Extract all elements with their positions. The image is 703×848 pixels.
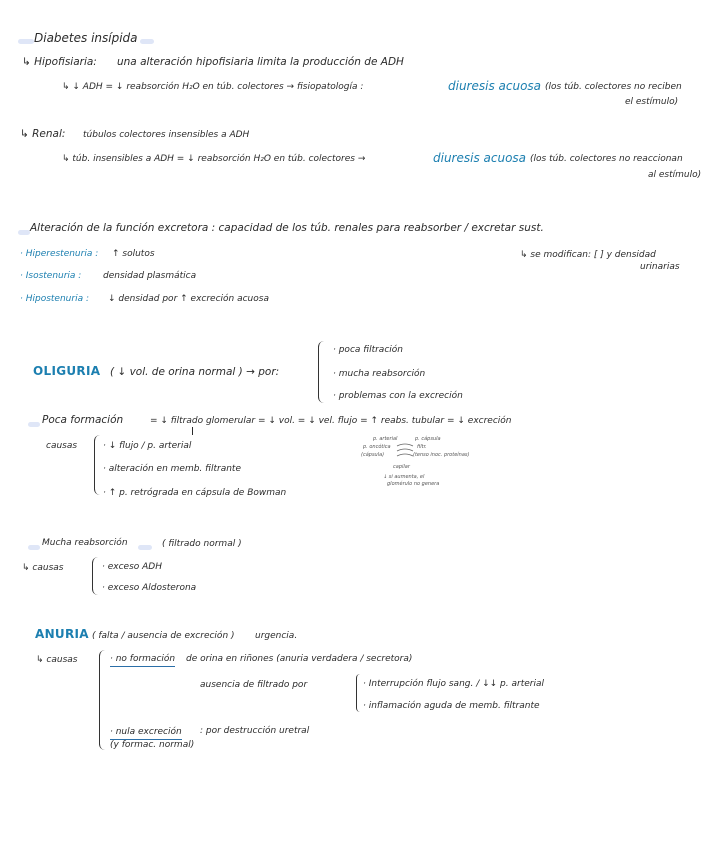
diagram-left-bot: (cápsula) xyxy=(361,452,385,458)
anuria-urgencia: urgencia. xyxy=(255,631,298,641)
renal-text: túbulos colectores insensibles a ADH xyxy=(83,130,250,140)
poca-causa-3: · ↑ p. retrógrada en cápsula de Bowman xyxy=(103,488,287,498)
hiperestenuria-term: · Hiperestenuria : xyxy=(20,249,99,259)
alteracion-highlight xyxy=(18,230,30,235)
poca-formacion-equation: = ↓ filtrado glomerular = ↓ vol. = ↓ vel. flujo = ↑ reabs. tubular = ↓ excreción xyxy=(150,416,512,426)
isostenuria-term: · Isostenuria : xyxy=(20,271,82,281)
poca-causa-2: · alteración en memb. filtrante xyxy=(103,464,241,474)
hipofisiaria-label: ↳ Hipofisiaria: xyxy=(22,56,97,68)
oliguria-brace xyxy=(318,341,325,403)
diagram-capillary-sketch xyxy=(395,440,415,462)
anuria-causas-label: ↳ causas xyxy=(36,655,78,665)
hiperestenuria-desc: ↑ solutos xyxy=(112,249,155,259)
hipofisiaria-diuresis: diuresis acuosa xyxy=(448,79,542,93)
renal-diuresis: diuresis acuosa xyxy=(433,151,527,165)
anuria-ausencia-brace xyxy=(356,674,362,712)
title-highlight-right xyxy=(140,39,154,44)
diagram-bottom-2: glomérulo no genera xyxy=(387,481,440,487)
mucha-causas-label: ↳ causas xyxy=(22,563,64,573)
diagram-right-mid: filtr. xyxy=(417,444,427,450)
poca-formacion-label: Poca formación xyxy=(42,414,124,426)
title-highlight-left xyxy=(18,39,34,44)
anuria-causas-brace xyxy=(99,650,106,750)
renal-note-1: (los túb. colectores no reaccionan xyxy=(530,154,683,164)
oliguria-title: OLIGURIA xyxy=(33,364,101,378)
mucha-causa-1: · exceso ADH xyxy=(102,562,162,572)
anuria-nula-note: (y formac. normal) xyxy=(110,740,195,750)
anuria-no-formacion: · no formación xyxy=(110,652,175,667)
hipostenuria-term: · Hipostenuria : xyxy=(20,294,89,304)
renal-note-2: al estímulo) xyxy=(648,170,702,180)
hipofisiaria-note-1: (los túb. colectores no reciben xyxy=(545,82,682,92)
alteracion-heading: Alteración de la función excretora : capacidad de los túb. renales para reabsorber / excretar sust. xyxy=(30,222,544,234)
anuria-ausencia: ausencia de filtrado por xyxy=(200,680,308,690)
oliguria-option-3: · problemas con la excreción xyxy=(333,391,463,401)
alteracion-side-note-1: ↳ se modifican: [ ] y densidad xyxy=(520,250,656,260)
oliguria-option-2: · mucha reabsorción xyxy=(333,369,426,379)
oliguria-paren: ( ↓ vol. de orina normal ) → por: xyxy=(110,366,280,378)
hipofisiaria-note-2: el estímulo) xyxy=(625,97,679,107)
poca-causas-brace xyxy=(94,435,101,495)
poca-formacion-highlight xyxy=(28,422,40,427)
hipofisiaria-subline: ↳ ↓ ADH = ↓ reabsorción H₂O en túb. colectores → fisiopatología : xyxy=(62,82,364,92)
renal-subline: ↳ túb. insensibles a ADH = ↓ reabsorción H₂O en túb. colectores → xyxy=(62,154,366,164)
anuria-paren: ( falta / ausencia de excreción ) xyxy=(92,631,235,641)
diagram-right-top: p. cápsula xyxy=(415,436,441,442)
diagram-left-top: p. arterial xyxy=(373,436,398,442)
anuria-no-formacion-rest: de orina en riñones (anuria verdadera / secretora) xyxy=(186,654,413,664)
poca-causas-label: causas xyxy=(46,441,78,451)
alteracion-side-note-2: urinarias xyxy=(640,262,680,272)
mucha-causas-brace xyxy=(92,557,99,595)
mucha-reabs-highlight-right xyxy=(138,545,152,550)
filtrado-arrow-down xyxy=(192,427,193,435)
mucha-reabsorcion-paren: ( filtrado normal ) xyxy=(162,539,242,549)
poca-causa-1: · ↓ flujo / p. arterial xyxy=(103,441,192,451)
diagram-center: capilar xyxy=(393,464,410,470)
anuria-nula-excrecion: · nula excreción xyxy=(110,725,182,740)
oliguria-option-1: · poca filtración xyxy=(333,345,403,355)
anuria-title: ANURIA xyxy=(35,627,89,641)
hipofisiaria-text: una alteración hipofisiaria limita la producción de ADH xyxy=(117,56,404,68)
diagram-left-mid: p. oncótica xyxy=(363,444,391,450)
isostenuria-desc: densidad plasmática xyxy=(103,271,197,281)
anuria-ausencia-cause-2: · inflamación aguda de memb. filtrante xyxy=(363,701,540,711)
page-title: Diabetes insípida xyxy=(34,31,138,45)
diagram-right-bot: (tenso inoc. proteínas) xyxy=(413,452,470,458)
pressure-diagram xyxy=(355,436,470,488)
anuria-ausencia-cause-1: · Interrupción flujo sang. / ↓↓ p. arterial xyxy=(363,679,544,689)
mucha-reabsorcion-label: Mucha reabsorción xyxy=(42,538,128,548)
hipostenuria-desc: ↓ densidad por ↑ excreción acuosa xyxy=(108,294,269,304)
anuria-nula-rest: : por destrucción uretral xyxy=(200,726,310,736)
mucha-reabs-highlight-left xyxy=(28,545,40,550)
mucha-causa-2: · exceso Aldosterona xyxy=(102,583,197,593)
diagram-bottom-1: ↓ si aumenta, el xyxy=(383,474,425,480)
renal-label: ↳ Renal: xyxy=(20,128,66,140)
